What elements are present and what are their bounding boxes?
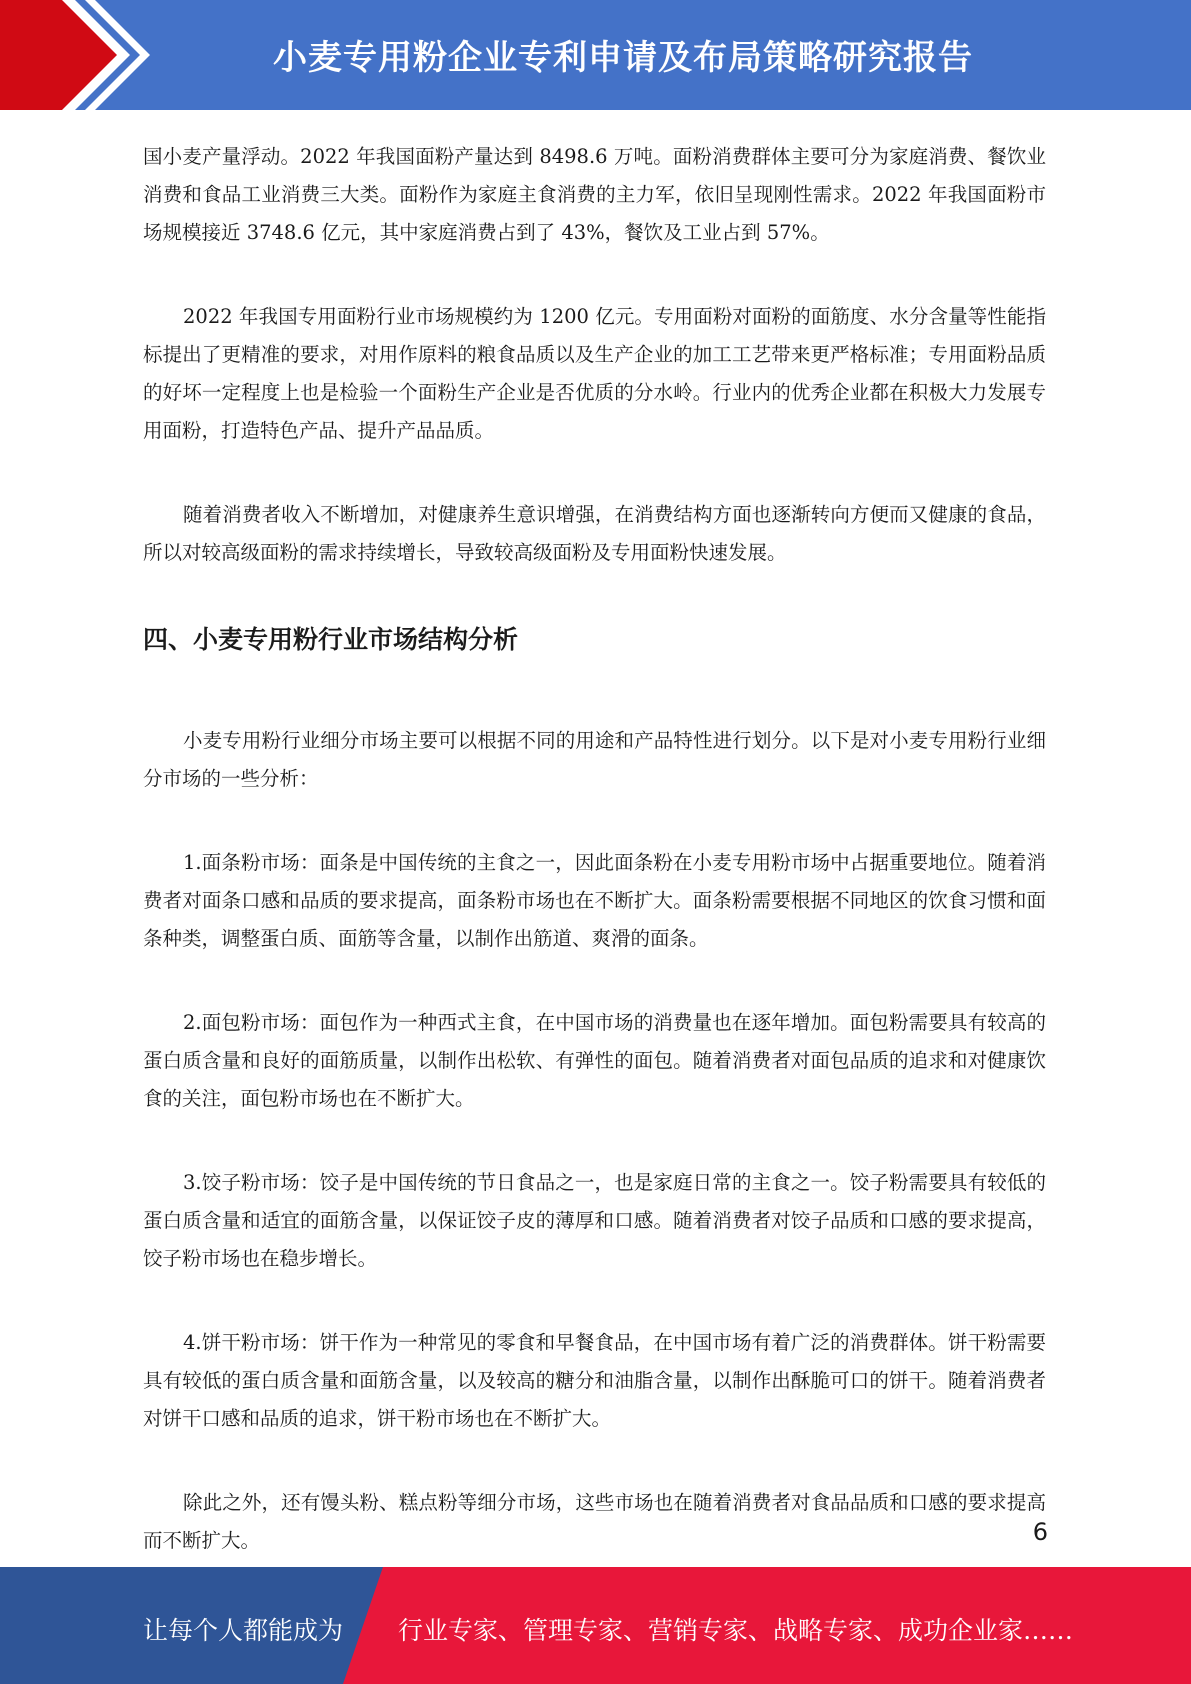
paragraph: 除此之外，还有馒头粉、糕点粉等细分市场，这些市场也在随着消费者对食品品质和口感的要求提高而不断扩大。 — [143, 1491, 1046, 1552]
footer-slogan-left: 让每个人都能成为 — [143, 1616, 344, 1645]
paragraph: 小麦专用粉行业细分市场主要可以根据不同的用途和产品特性进行划分。以下是对小麦专用粉行业细分市场的一些分析： — [143, 729, 1046, 790]
paragraph: 国小麦产量浮动。2022 年我国面粉产量达到 8498.6 万吨。面粉消费群体主要可分为家庭消费、餐饮业消费和食品工业消费三大类。面粉作为家庭主食消费的主力军，依旧呈现刚性需求。2022 年我国面粉市场规模接近 3748.6 亿元，其中家庭消费占到了 43%，餐饮及工业占到 57%。 — [143, 145, 1046, 244]
document-body — [143, 138, 1046, 1560]
footer-slogan-right: 行业专家、管理专家、营销专家、战略专家、成功企业家…… — [398, 1616, 1074, 1645]
list-item-dumpling-flour: 3.饺子粉市场：饺子是中国传统的节日食品之一，也是家庭日常的主食之一。饺子粉需要具有较低的蛋白质含量和适宜的面筋含量，以保证饺子皮的薄厚和口感。随着消费者对饺子品质和口感的要求提高，饺子粉市场也在稳步增长。 — [143, 1171, 1046, 1270]
report-title: 小麦专用粉企业专利申请及布局策略研究报告 — [273, 38, 973, 78]
list-item-biscuit-flour: 4.饼干粉市场：饼干作为一种常见的零食和早餐食品，在中国市场有着广泛的消费群体。饼干粉需要具有较低的蛋白质含量和面筋含量，以及较高的糖分和油脂含量，以制作出酥脆可口的饼干。随着消费者对饼干口感和品质的追求，饼干粉市场也在不断扩大。 — [143, 1331, 1046, 1430]
page-footer — [0, 1567, 1191, 1684]
list-item-noodle-flour: 1.面条粉市场：面条是中国传统的主食之一，因此面条粉在小麦专用粉市场中占据重要地位。随着消费者对面条口感和品质的要求提高，面条粉市场也在不断扩大。面条粉需要根据不同地区的饮食习惯和面条种类，调整蛋白质、面筋等含量，以制作出筋道、爽滑的面条。 — [143, 851, 1046, 950]
paragraph: 2022 年我国专用面粉行业市场规模约为 1200 亿元。专用面粉对面粉的面筋度、水分含量等性能指标提出了更精准的要求，对用作原料的粮食品质以及生产企业的加工工艺带来更严格标准；专用面粉品质的好坏一定程度上也是检验一个面粉生产企业是否优质的分水岭。行业内的优秀企业都在积极大力发展专用面粉，打造特色产品、提升产品品质。 — [143, 305, 1046, 442]
section-heading: 四、小麦专用粉行业市场结构分析 — [143, 625, 519, 654]
page-header — [0, 0, 1191, 110]
page-number: 6 — [1032, 1518, 1048, 1546]
paragraph: 随着消费者收入不断增加，对健康养生意识增强，在消费结构方面也逐渐转向方便而又健康的食品，所以对较高级面粉的需求持续增长，导致较高级面粉及专用面粉快速发展。 — [143, 503, 1046, 564]
list-item-bread-flour: 2.面包粉市场：面包作为一种西式主食，在中国市场的消费量也在逐年增加。面包粉需要具有较高的蛋白质含量和良好的面筋质量，以制作出松软、有弹性的面包。随着消费者对面包品质的追求和对健康饮食的关注，面包粉市场也在不断扩大。 — [143, 1011, 1046, 1110]
